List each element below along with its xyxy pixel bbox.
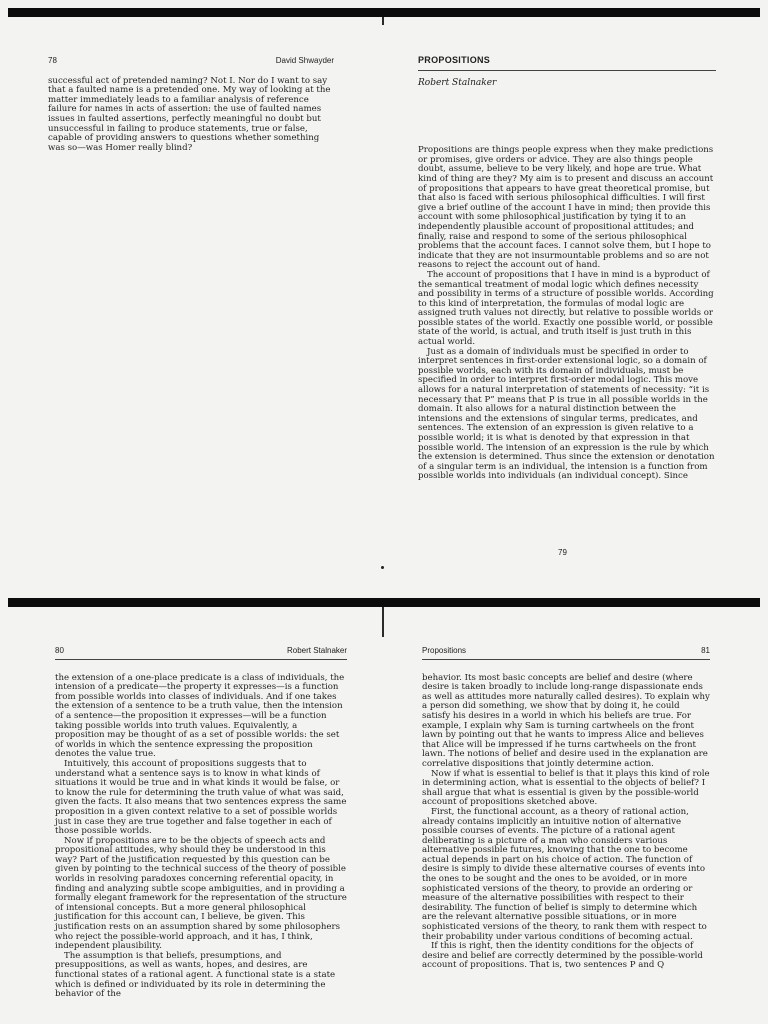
page-78 [48, 56, 334, 153]
scan-dot [381, 566, 384, 569]
paragraph: the extension of a one-place predicate is a class of individuals, the intension of a predicate—the property it expresses—is a function from possible worlds into classes of individuals. And if one takes the extension of a sentence to be a truth value, then the intension of a sentence—the proposition it expresses—will be a function taking possible worlds into truth values. Equivalently, a proposition may be thought of as a set of possible worlds: the set of worlds in which the sentence expressing the proposition denotes the value true. [55, 672, 345, 760]
bottom-spread [0, 592, 768, 1024]
paragraph: The assumption is that beliefs, presumptions, and presuppositions, as well as wants, hopes, and desires, are functional states of a rational agent. A functional state is a state which is defined or individuated by its role in determining the behavior of the [55, 950, 336, 1000]
page-81 [422, 646, 710, 971]
chapter-title: PROPOSITIONS [418, 56, 716, 71]
paragraph: Now if propositions are to be the objects of speech acts and propositional attitudes, why should they be understood in this way? Part of the justification requested by this question can be given by pointing to the technical success of the theory of possible worlds in resolving paradoxes concerning referential opacity, in finding and analyzing subtle scope ambiguities, and in providing a formally elegant framework for the representation of the structure of intensional concepts. But a more general philosophical justification for this account can, I believe, be given. This justification rests on an assumption shared by some philosophers who reject the possible-world approach, and it has, I think, independent plausibility. [55, 835, 347, 952]
paragraph: If this is right, then the identity conditions for the objects of desire and belief are correctly determined by the possible-world account of propositions. That is, two sentences P and Q [422, 941, 703, 971]
running-head-title: Propositions [422, 646, 467, 655]
paragraph: Intuitively, this account of propositions suggests that to understand what a sentence says is to know in what kinds of situations it would be true and in what kinds it would be false, or to know the rule for determining the truth value of what was said, given the facts. It also means that two sentences express the same proposition in a given context relative to a set of possible worlds just in case they are true together and false together in each of those possible worlds. [55, 758, 347, 837]
chapter-author: Robert Stalnaker [418, 77, 497, 88]
running-head [48, 56, 334, 69]
running-head-author: David Shwayder [275, 56, 334, 65]
paragraph: Propositions are things people express when they make predictions or promises, give orders or advice. They are also things people doubt, assume, believe to be very likely, and hope are true. What kind of thing are they? My aim is to present and discuss an account of propositions that appears to have great theoretical promise, but that also is faced with serious philosophical difficulties. I will first give a brief outline of the account I have in mind; then provide this account with some philosophical justification by tying it to an independently plausible account of propositional attitudes; and finally, raise and respond to some of the serious philosophical problems that the account faces. I cannot solve them, but I hope to indicate that they are not insurmountable problems and so are not reasons to reject the account out of hand. [418, 145, 714, 271]
paragraph: behavior. Its most basic concepts are belief and desire (where desire is taken broadly to include long-range dispassionate ends as well as attitudes more naturally called desires). To explain why a person did something, we show that by doing it, he could satisfy his desires in a world in which his beliefs are true. For example, I explain why Sam is turning cartwheels on the front lawn by pointing out that he wants to impress Alice and believes that Alice will be impressed if he turns cartwheels on the front lawn. The notions of belief and desire used in the explanation are correlative dispositions that jointly determine action. [422, 672, 710, 769]
paragraph: First, the functional account, as a theory of rational action, already contains implicitly an intuitive notion of alternative possible courses of events. The picture of a rational agent deliberating is a picture of a man who considers various alternative possible futures, knowing that the one to become actual depends in part on his choice of action. The function of desire is simply to divide these alternative courses of events into the ones to be sought and the ones to be avoided, or in more sophisticated versions of the theory, to provide an ordering or measure of the alternative possibilities with respect to their desirability. The function of belief is simply to determine which are the relevant alternative possible situations, or in more sophisticated versions of the theory, to rank them with respect to their probability under various conditions of becoming actual. [422, 806, 707, 942]
page-79 [418, 56, 716, 482]
paragraph: The account of propositions that I have in mind is a byproduct of the semantical treatment of modal logic which defines necessity and possibility in terms of a structure of possible worlds. According to this kind of interpretation, the formulas of modal logic are assigned truth values not directly, but relative to possible worlds or possible states of the world. Exactly one possible world, or possible state of the world, is actual, and truth itself is just truth in this actual world. [418, 269, 714, 348]
running-head-author: Robert Stalnaker [286, 646, 347, 655]
page-number: 80 [55, 646, 64, 655]
gutter-mark [382, 17, 384, 25]
scan-edge-bar [8, 598, 760, 607]
paragraph: Now if what is essential to belief is that it plays this kind of role in determining action, what is essential to the objects of belief? I shall argue that what is essential is given by the possible-world account of propositions sketched above. [422, 768, 710, 808]
running-head [55, 646, 347, 660]
page-number: 79 [558, 548, 567, 557]
page-80 [55, 646, 347, 1000]
running-head [422, 646, 710, 660]
page-number: 81 [701, 646, 710, 655]
page-number: 78 [48, 56, 57, 65]
paragraph: successful act of pretended naming? Not I. Nor do I want to say that a faulted name is a pretended one. My way of looking at the matter immediately leads to a familiar analysis of reference failure for names in acts of assertion: the use of faulted names issues in faulted assertions, perfectly meaningful no doubt but unsuccessful in failing to produce statements, true or false, capable of providing answers to questions whether something was so—was Homer really blind? [48, 75, 331, 153]
scan-edge-bar [8, 8, 760, 17]
gutter-mark [382, 607, 384, 637]
paragraph: Just as a domain of individuals must be specified in order to interpret sentences in first-order extensional logic, so a domain of possible worlds, each with its domain of individuals, must be specified in order to interpret first-order modal logic. This move allows for a natural interpretation of statements of necessity: “it is necessary that P” means that P is true in all possible worlds in the domain. It also allows for a natural distinction between the intensions and the extensions of singular terms, predicates, and sentences. The extension of an expression is given relative to a possible world; it is what is denoted by that expression in that possible world. The intension of an expression is the rule by which the extension is determined. Thus since the extension or denotation of a singular term is an individual, the intension is a function from possible worlds into individuals (an individual concept). Since [418, 346, 715, 482]
